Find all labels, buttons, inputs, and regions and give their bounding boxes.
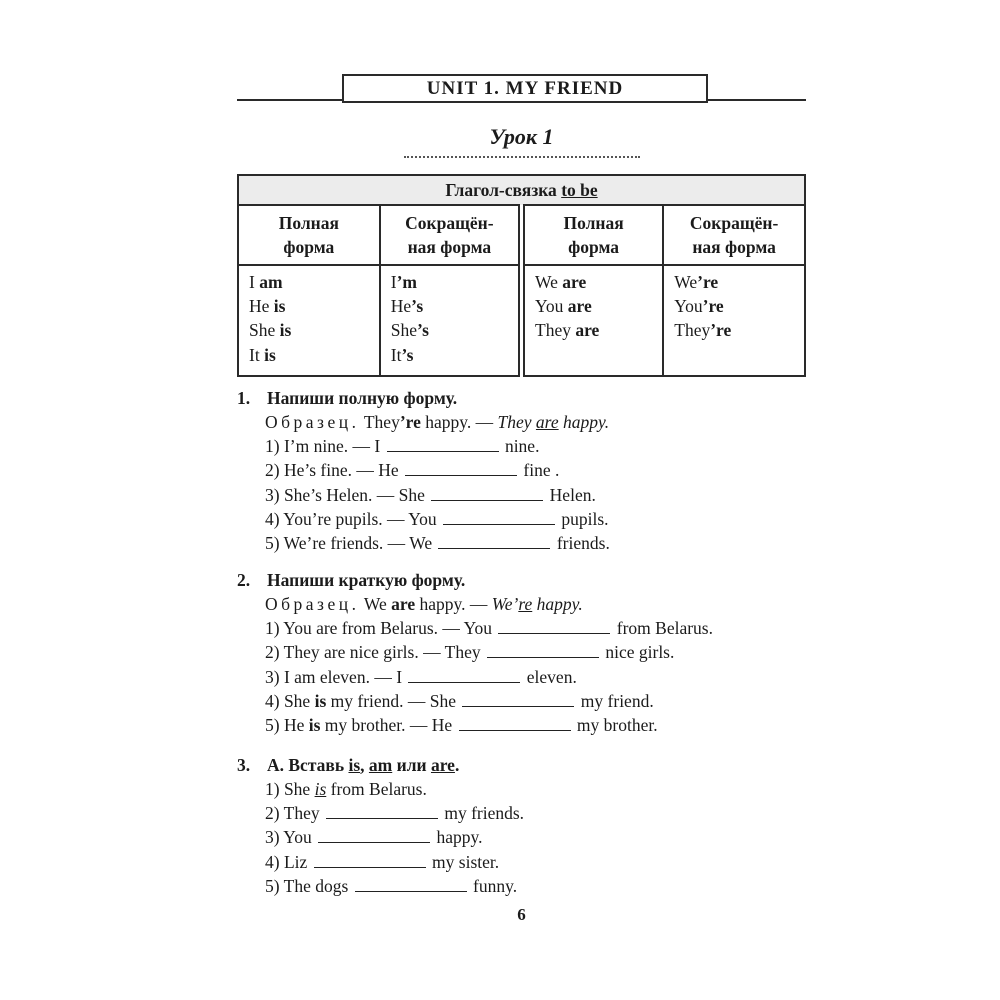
text-segment: eleven. bbox=[522, 666, 577, 687]
text-line bbox=[249, 343, 379, 367]
text-line bbox=[249, 294, 379, 318]
text-segment: my friend. — She bbox=[326, 690, 461, 711]
exercise-number: 2. bbox=[237, 570, 251, 590]
text-segment: ’re bbox=[399, 412, 421, 432]
text-segment: 1) She bbox=[265, 779, 315, 799]
text-segment: ’m bbox=[396, 272, 417, 292]
text-segment: или bbox=[392, 755, 431, 775]
text-segment: nine. bbox=[500, 436, 540, 457]
text-segment: from Belarus. bbox=[612, 618, 713, 639]
text-segment: . bbox=[454, 755, 460, 775]
text-segment: Напиши полную форму. bbox=[267, 388, 458, 408]
table-cell-full-plural bbox=[522, 265, 664, 376]
text-line bbox=[674, 318, 804, 342]
answer-blank[interactable] bbox=[443, 511, 555, 525]
text-segment: Глагол-связка bbox=[445, 179, 562, 200]
table-title-row bbox=[238, 175, 805, 205]
text-segment: ’s bbox=[417, 320, 429, 341]
text-segment: friends. bbox=[552, 533, 610, 554]
text-segment: are bbox=[535, 412, 559, 432]
text-segment: is bbox=[279, 320, 292, 341]
text-segment: fine . bbox=[519, 460, 560, 481]
text-line: Сокращён- bbox=[405, 212, 494, 233]
text-segment: 2) He’s fine. — He bbox=[265, 460, 404, 481]
text-segment: 1) You are from Belarus. — You bbox=[265, 618, 497, 639]
text-segment: Helen. bbox=[545, 484, 596, 505]
exercise-1-heading bbox=[237, 386, 837, 410]
text-line bbox=[535, 294, 662, 318]
text-line: Полная bbox=[563, 212, 624, 233]
text-segment: 5) He bbox=[265, 715, 309, 736]
answer-blank[interactable] bbox=[498, 620, 610, 634]
text-segment: They bbox=[359, 412, 400, 432]
text-line bbox=[265, 689, 837, 713]
text-line: Сокращён- bbox=[689, 212, 779, 233]
answer-blank[interactable] bbox=[462, 693, 574, 707]
column-header-short-form-1 bbox=[380, 205, 522, 265]
answer-blank[interactable] bbox=[438, 535, 550, 549]
text-segment: 4) She bbox=[265, 690, 315, 711]
text-line bbox=[674, 294, 804, 318]
table-title bbox=[238, 175, 805, 205]
text-segment: Напиши краткую форму. bbox=[267, 570, 466, 590]
dotted-divider bbox=[404, 154, 640, 158]
table-body-row bbox=[238, 265, 805, 376]
answer-blank[interactable] bbox=[431, 487, 543, 501]
text-line bbox=[265, 616, 837, 640]
page-number: 6 bbox=[517, 905, 526, 924]
answer-blank[interactable] bbox=[487, 644, 599, 658]
text-segment: ’re bbox=[710, 320, 732, 341]
text-segment: It bbox=[249, 344, 265, 365]
text-line bbox=[265, 507, 837, 531]
exercise-1 bbox=[237, 386, 837, 555]
text-line: ная форма bbox=[407, 237, 492, 257]
text-segment: my friend. bbox=[576, 690, 654, 711]
text-segment: We’ bbox=[491, 594, 519, 614]
exercise-3 bbox=[237, 753, 837, 898]
text-segment: 3) You bbox=[265, 827, 317, 848]
text-line bbox=[265, 825, 837, 849]
text-segment: my friends. bbox=[439, 803, 525, 824]
text-segment: He bbox=[249, 296, 274, 317]
text-line bbox=[265, 531, 837, 555]
text-segment: ’re bbox=[702, 296, 724, 317]
text-segment: 5) We’re friends. — We bbox=[265, 533, 437, 554]
text-line bbox=[265, 410, 837, 434]
text-segment: , bbox=[360, 755, 369, 775]
answer-blank[interactable] bbox=[318, 829, 430, 843]
text-line bbox=[265, 777, 837, 801]
text-segment: is bbox=[308, 715, 321, 736]
text-segment: happy. bbox=[432, 827, 483, 848]
text-segment: 2) They are nice girls. — They bbox=[265, 642, 485, 663]
text-segment: is bbox=[314, 690, 327, 711]
text-line: форма bbox=[283, 237, 335, 257]
text-segment: is bbox=[273, 296, 286, 317]
text-segment: is bbox=[348, 755, 361, 775]
text-segment: 1) I’m nine. — I bbox=[265, 436, 385, 457]
text-segment: happy. bbox=[558, 412, 610, 432]
text-line bbox=[265, 434, 837, 458]
text-line bbox=[391, 343, 518, 367]
text-segment: are bbox=[391, 594, 416, 614]
text-segment: Образец. bbox=[265, 412, 360, 432]
exercise-2 bbox=[237, 568, 837, 737]
text-segment: ’s bbox=[401, 344, 414, 365]
text-line bbox=[535, 318, 662, 342]
text-segment: from Belarus. bbox=[326, 779, 427, 799]
text-segment: I bbox=[249, 272, 260, 292]
exercise-3-heading bbox=[237, 753, 837, 777]
column-header-full-form-1 bbox=[238, 205, 380, 265]
exercise-2-heading bbox=[237, 568, 837, 592]
table-cell-full-singular bbox=[238, 265, 380, 376]
text-line bbox=[249, 318, 379, 342]
text-segment: nice girls. bbox=[600, 642, 675, 663]
exercise-3-lines bbox=[265, 777, 837, 898]
lesson-heading bbox=[237, 122, 806, 158]
text-segment: 3) I am eleven. — I bbox=[265, 666, 407, 687]
text-segment: are bbox=[430, 755, 455, 775]
exercise-title bbox=[267, 753, 459, 777]
text-segment: You bbox=[674, 296, 703, 317]
text-line bbox=[265, 874, 837, 898]
text-segment: are bbox=[562, 272, 587, 292]
unit-title: UNIT 1. MY FRIEND bbox=[426, 78, 624, 99]
text-segment: ’s bbox=[411, 296, 424, 317]
exercise-number: 3. bbox=[237, 755, 251, 775]
answer-blank[interactable] bbox=[405, 462, 517, 476]
text-segment: happy. bbox=[532, 594, 583, 614]
text-segment: We bbox=[535, 272, 563, 292]
text-segment: happy. — bbox=[415, 594, 492, 614]
table-header-row bbox=[238, 205, 805, 265]
text-line: ная форма bbox=[692, 237, 776, 257]
text-segment: ’re bbox=[697, 272, 719, 292]
text-segment: to be bbox=[561, 179, 598, 200]
answer-blank[interactable] bbox=[459, 717, 571, 731]
text-segment: is bbox=[314, 779, 327, 799]
grammar-table bbox=[237, 174, 806, 377]
exercise-2-lines bbox=[265, 592, 837, 737]
answer-blank[interactable] bbox=[408, 669, 520, 683]
text-segment: are bbox=[567, 296, 592, 317]
text-line bbox=[265, 665, 837, 689]
text-segment: happy. — bbox=[420, 412, 498, 432]
exercise-title bbox=[267, 386, 457, 410]
text-segment: 3) She’s Helen. — She bbox=[265, 484, 430, 505]
text-line bbox=[265, 640, 837, 664]
text-segment: is bbox=[264, 344, 276, 365]
exercise-title bbox=[267, 568, 465, 592]
text-line bbox=[535, 270, 662, 294]
unit-title-box bbox=[342, 74, 708, 103]
text-segment: re bbox=[518, 594, 533, 614]
answer-blank[interactable] bbox=[387, 438, 499, 452]
text-segment: funny. bbox=[468, 875, 518, 896]
text-segment: I bbox=[390, 272, 397, 292]
answer-blank[interactable] bbox=[326, 805, 438, 819]
text-line bbox=[265, 713, 837, 737]
text-segment: am bbox=[259, 272, 283, 292]
exercise-1-lines bbox=[265, 410, 837, 555]
text-segment: А. Вставь bbox=[267, 755, 349, 775]
text-segment: 4) Liz bbox=[265, 851, 312, 872]
text-segment: It bbox=[390, 344, 402, 365]
text-line bbox=[391, 270, 518, 294]
answer-blank[interactable] bbox=[355, 878, 467, 892]
text-segment: 2) They bbox=[265, 803, 324, 824]
table-cell-short-plural bbox=[663, 265, 805, 376]
table-cell-short-singular bbox=[380, 265, 522, 376]
text-segment: 5) The dogs bbox=[265, 875, 353, 896]
text-segment: We bbox=[674, 272, 698, 292]
text-segment: Образец. bbox=[265, 594, 360, 614]
text-line bbox=[265, 592, 837, 616]
text-line bbox=[249, 270, 379, 294]
text-segment: They bbox=[497, 412, 536, 432]
text-segment: She bbox=[390, 320, 417, 341]
text-line bbox=[674, 270, 804, 294]
column-header-short-form-2 bbox=[663, 205, 805, 265]
text-segment: He bbox=[390, 296, 412, 317]
text-segment: They bbox=[674, 320, 711, 341]
answer-blank[interactable] bbox=[314, 854, 426, 868]
text-line bbox=[265, 458, 837, 482]
text-segment: 4) You’re pupils. — You bbox=[265, 508, 442, 529]
text-segment: am bbox=[368, 755, 393, 775]
text-segment: We bbox=[359, 594, 392, 614]
text-segment: pupils. bbox=[557, 508, 609, 529]
lesson-title: Урок 1 bbox=[489, 124, 554, 149]
text-line bbox=[265, 483, 837, 507]
text-segment: are bbox=[575, 320, 600, 341]
text-segment: my brother. bbox=[572, 715, 658, 736]
text-line bbox=[265, 850, 837, 874]
text-segment: She bbox=[249, 320, 280, 341]
text-line bbox=[265, 801, 837, 825]
text-segment: You bbox=[535, 296, 568, 317]
exercise-number: 1. bbox=[237, 388, 251, 408]
text-segment: my brother. — He bbox=[320, 715, 457, 736]
text-line: Полная bbox=[278, 212, 339, 233]
text-segment: my sister. bbox=[427, 851, 500, 872]
text-segment: They bbox=[535, 320, 576, 341]
text-line bbox=[391, 294, 518, 318]
text-line: форма bbox=[568, 237, 620, 257]
column-header-full-form-2 bbox=[522, 205, 664, 265]
text-line bbox=[391, 318, 518, 342]
